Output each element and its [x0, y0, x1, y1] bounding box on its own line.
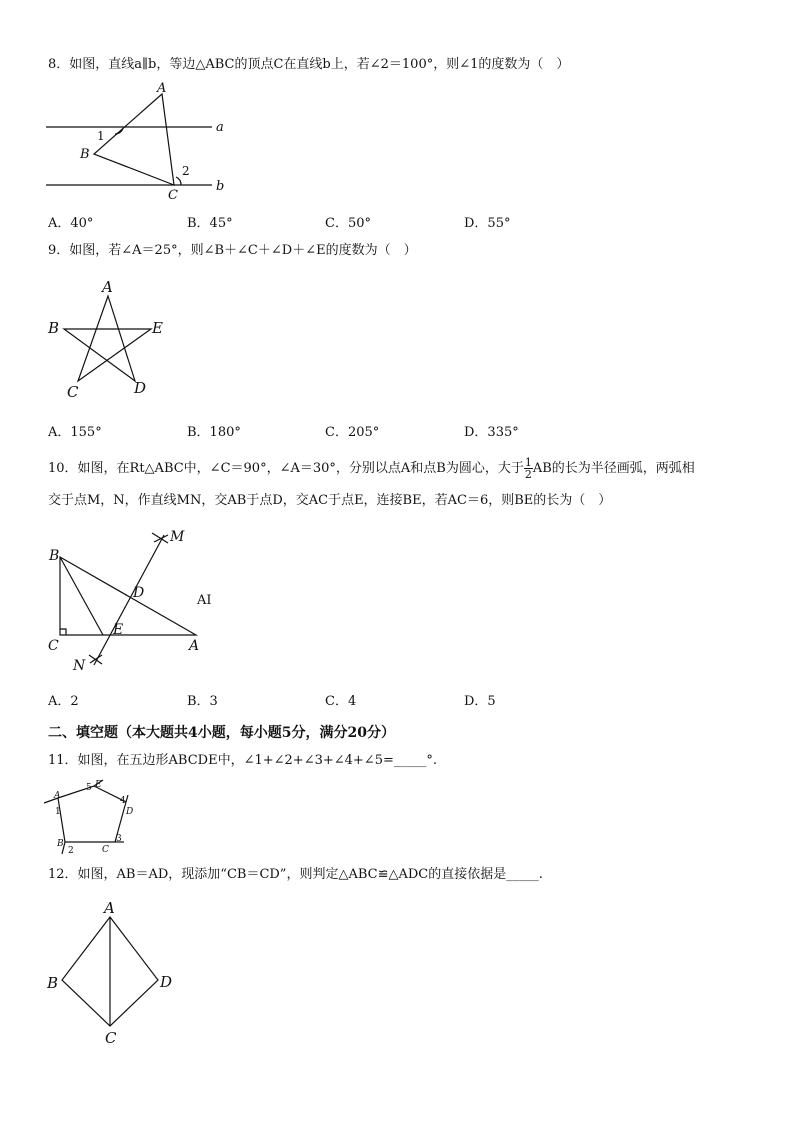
label-m: M	[170, 529, 185, 545]
question-10-text-line1	[48, 457, 695, 480]
label-line-b: b	[216, 179, 225, 194]
angle-2-arc	[176, 177, 181, 185]
ai-watermark-text: AI	[197, 593, 212, 608]
question-8-text: 8．如图，直线a∥b，等边△ABC的顶点C在直线b上，若∠2＝100°，则∠1的度数为（ ）	[48, 57, 570, 72]
label-angle-2: 2	[68, 846, 74, 856]
question-8-figure	[40, 78, 240, 208]
label-c: C	[102, 845, 109, 855]
fraction-half	[524, 457, 533, 480]
label-a: A	[54, 791, 61, 801]
label-a-vertex: A	[157, 81, 167, 96]
q9-option-c[interactable]: C．205°	[325, 425, 380, 440]
q8-option-d[interactable]: D．55°	[464, 216, 511, 231]
label-d: D	[133, 585, 145, 601]
label-c: C	[105, 1029, 117, 1047]
q9-option-d[interactable]: D．335°	[464, 425, 519, 440]
q10-option-b[interactable]: B．3	[187, 694, 218, 709]
section-2-heading: 二、填空题（本大题共4小题，每小题5分，满分20分）	[48, 725, 395, 741]
question-11-figure	[40, 776, 150, 858]
question-9-figure	[40, 278, 180, 408]
fraction-numerator: 1	[524, 456, 532, 469]
label-c: C	[48, 638, 59, 654]
q10-option-d[interactable]: D．5	[464, 694, 496, 709]
label-angle-2: 2	[182, 164, 190, 178]
label-b: B	[57, 839, 64, 849]
label-angle-4: 4	[120, 796, 126, 806]
label-b-vertex: B	[80, 147, 90, 162]
q10-text-post: AB的长为半径画弧，两弧相	[532, 461, 695, 476]
label-angle-3: 3	[116, 834, 122, 844]
label-n: N	[73, 658, 86, 674]
label-angle-5: 5	[86, 783, 92, 793]
q8-option-b[interactable]: B．45°	[187, 216, 233, 231]
label-e: E	[95, 780, 102, 790]
label-e: E	[113, 622, 124, 638]
label-c-vertex: C	[168, 188, 178, 203]
label-b: B	[47, 974, 59, 992]
label-b: B	[49, 548, 60, 564]
q9-option-b[interactable]: B．180°	[187, 425, 241, 440]
q10-option-a[interactable]: A．2	[48, 694, 79, 709]
label-angle-1: 1	[97, 129, 105, 143]
label-line-a: a	[216, 120, 224, 135]
extension-d	[126, 795, 128, 802]
q10-text-pre: 10．如图，在Rt△ABC中，∠C＝90°，∠A＝30°，分别以点A和点B为圆心，大于	[48, 461, 524, 476]
label-a: A	[189, 638, 200, 654]
line-mn	[94, 535, 164, 665]
label-angle-1: 1	[55, 807, 61, 817]
question-10-text-line2: 交于点M，N，作直线MN，交AB于点D，交AC于点E，连接BE，若AC＝6，则BE的长为（ ）	[48, 493, 612, 508]
q10-option-c[interactable]: C．4	[325, 694, 357, 709]
star-pentagram	[64, 296, 151, 381]
question-12-figure	[40, 898, 190, 1053]
q8-option-c[interactable]: C．50°	[325, 216, 371, 231]
q9-option-a[interactable]: A．155°	[48, 425, 102, 440]
triangle-abc	[60, 557, 196, 635]
fraction-denominator: 2	[524, 468, 532, 481]
triangle-abc	[94, 94, 174, 185]
label-d: D	[134, 379, 147, 397]
q8-option-a[interactable]: A．40°	[48, 216, 94, 231]
label-d: D	[160, 973, 173, 991]
right-angle-mark	[60, 629, 66, 635]
label-e: E	[152, 319, 163, 337]
question-12-text: 12．如图，AB＝AD，现添加“CB＝CD”，则判定△ABC≌△ADC的直接依据是_____.	[48, 867, 543, 882]
label-d: D	[126, 807, 134, 817]
label-a: A	[102, 278, 113, 296]
label-c: C	[67, 383, 79, 401]
question-11-text: 11．如图，在五边形ABCDE中，∠1+∠2+∠3+∠4+∠5=_____°.	[48, 753, 437, 768]
label-a: A	[104, 899, 115, 917]
question-10-figure	[40, 525, 240, 675]
question-9-text: 9．如图，若∠A＝25°，则∠B＋∠C＋∠D＋∠E的度数为（ ）	[48, 243, 417, 258]
label-b: B	[48, 319, 60, 337]
